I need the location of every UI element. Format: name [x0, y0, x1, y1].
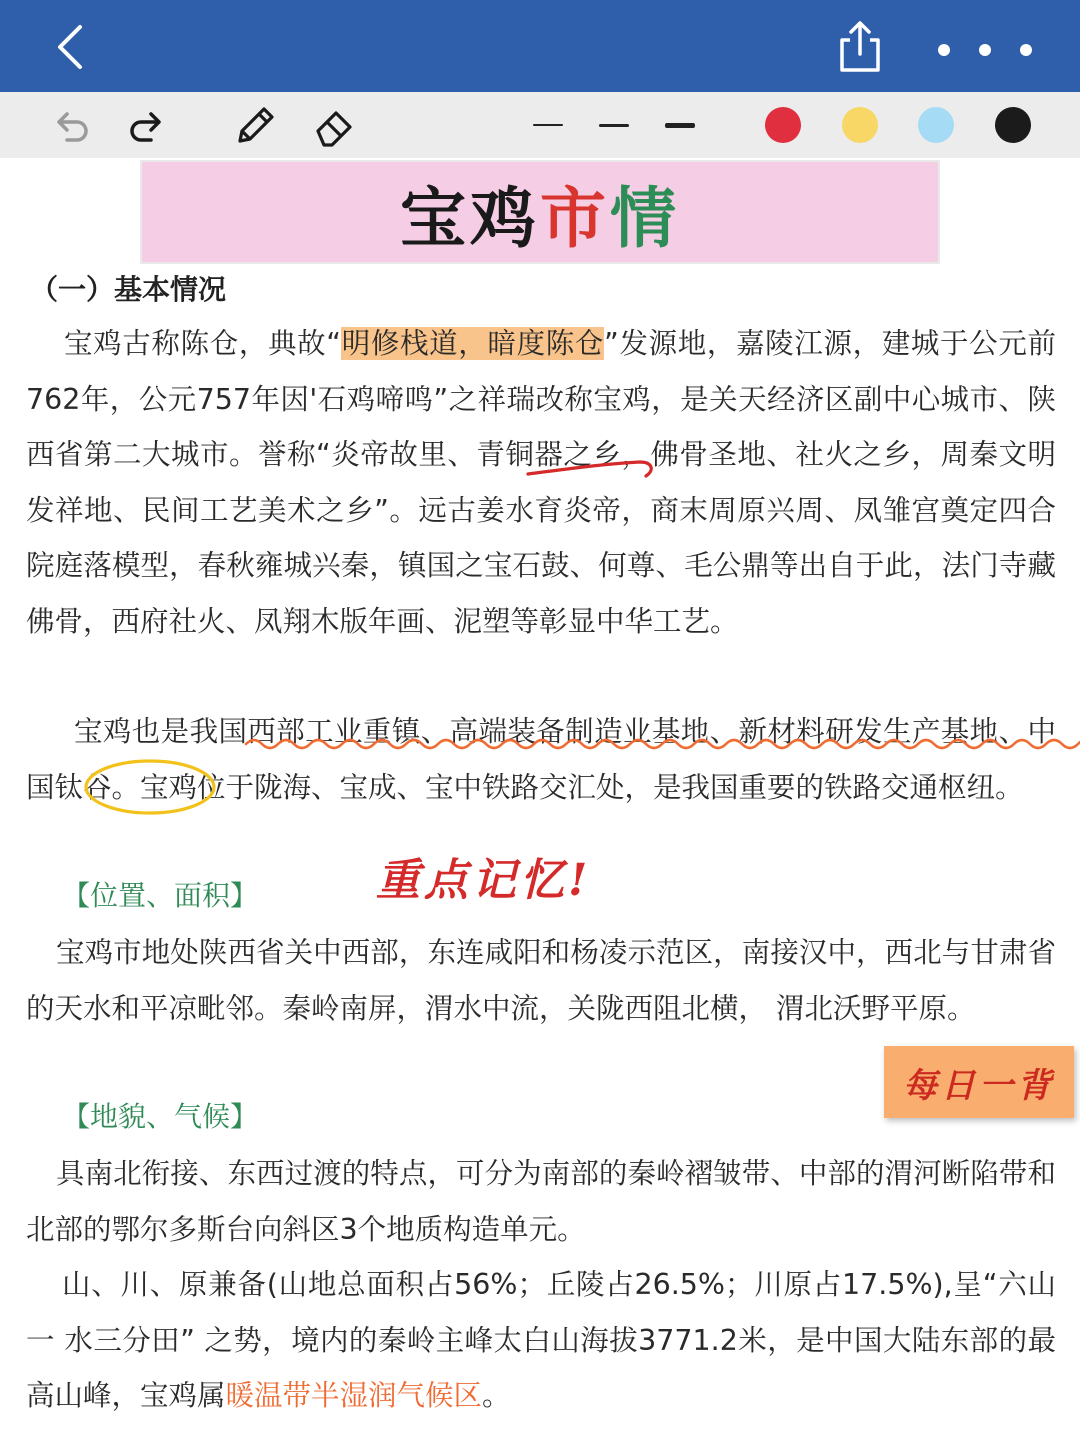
text-run: 地、 — [969, 715, 1028, 748]
redo-icon — [127, 106, 167, 146]
underlined-phrase: 炎帝故里 — [330, 438, 448, 471]
circled-phrase: 中国钛谷 — [26, 715, 1056, 804]
color-black-swatch[interactable] — [995, 107, 1031, 143]
share-icon — [836, 18, 884, 74]
thick-line-icon — [665, 123, 695, 128]
paragraph-location: 宝鸡市地处陕西省关中西部，东连咸阳和杨凌示范区，南接汉中，西北与甘肃省的天水和平凉毗邻。秦岭南屏，渭水中流，关陇西阻北横， 渭北沃野平原。 — [26, 936, 1056, 1025]
dot-icon — [1020, 44, 1032, 56]
daily-recite-sticker — [884, 1046, 1074, 1118]
paragraph-geology: 具南北衔接、东西过渡的特点，可分为南部的秦岭褶皱带、中部的渭河断陷带和北部的鄂尔多斯台向斜区3个地质构造单元。 — [26, 1157, 1056, 1246]
pen-tool-button[interactable] — [230, 102, 280, 150]
highlighted-idiom: 明修栈道，暗度陈仓 — [341, 327, 605, 360]
top-app-bar — [0, 0, 1080, 92]
dot-icon — [938, 44, 950, 56]
text-run: ”发源地，嘉陵江源，建城于公元前762年，公元757年因'石鸡啼鸣”之祥瑞改称宝鸡，是关天经济区副中心城市、陕西省第二大城市。誉称“ — [26, 327, 1056, 471]
dot-icon — [979, 44, 991, 56]
line-width-medium-button[interactable] — [594, 110, 634, 140]
chevron-left-icon — [50, 22, 94, 72]
title-part-1: 宝鸡 — [400, 178, 540, 257]
line-width-thick-button[interactable] — [660, 110, 700, 140]
paragraph-industry — [26, 704, 1056, 815]
wavy-underlined-phrase: 西部工业重镇、高端装备制造业基地、新材料研发生产基 — [247, 715, 970, 748]
thin-line-icon — [533, 124, 563, 126]
paragraph-history — [26, 316, 1056, 649]
back-button[interactable] — [50, 22, 94, 72]
color-red-swatch[interactable] — [765, 107, 801, 143]
title-part-2: 市 — [540, 178, 610, 257]
more-options-button[interactable] — [930, 30, 1040, 70]
title-part-3: 情 — [610, 178, 680, 257]
text-run: 。 — [482, 1379, 511, 1412]
section-heading: （一）基本情况 — [30, 273, 227, 306]
medium-line-icon — [599, 124, 629, 127]
line-width-thin-button[interactable] — [528, 110, 568, 140]
undo-icon — [51, 106, 91, 146]
text-run: 、青铜器之乡，佛骨圣地、社火之乡，周秦文明发祥地、民间工艺美术之乡”。远古姜水育炎帝，商末周原兴周、凤雏宫奠定四合院庭落模型，春秋雍城兴秦，镇国之宝石鼓、何尊、毛公鼎等出自于此，法门寺藏佛骨，西府社火、凤翔木版年画、泥塑等彰显中华工艺。 — [26, 438, 1056, 638]
eraser-icon — [310, 103, 358, 149]
share-button[interactable] — [836, 18, 884, 74]
undo-button[interactable] — [48, 102, 94, 150]
highlighted-climate: 暖温带半湿润气候区 — [225, 1379, 483, 1412]
paragraph-climate — [26, 1257, 1056, 1424]
daily-recite-text: 每日一背 — [903, 1065, 1055, 1106]
text-run: 山、川、原兼备(山地总面积占56%；丘陵占26.5%；川原占17.5%),呈“六山一 水三分田” 之势，境内的秦岭主峰太白山海拔3771.2米，是中国大陆东部的最高山峰，宝鸡属 — [26, 1268, 1056, 1412]
text-run: 。宝鸡位于陇海、宝成、宝中铁路交汇处，是我国重要的铁路交通枢纽。 — [111, 770, 1024, 804]
page-title-banner — [140, 160, 940, 264]
subheading-landform: 【地貌、气候】 — [62, 1100, 259, 1133]
color-yellow-swatch[interactable] — [842, 107, 878, 143]
eraser-tool-button[interactable] — [308, 102, 360, 150]
text-run: 宝鸡也是我国 — [74, 715, 248, 748]
text-run: 宝鸡古称陈仓，典故“ — [64, 327, 342, 360]
handwritten-note-key-memory: 重点记忆! — [376, 855, 592, 906]
redo-button[interactable] — [124, 102, 170, 150]
pencil-icon — [232, 103, 278, 149]
color-lightblue-swatch[interactable] — [918, 107, 954, 143]
subheading-location: 【位置、面积】 — [62, 879, 259, 912]
